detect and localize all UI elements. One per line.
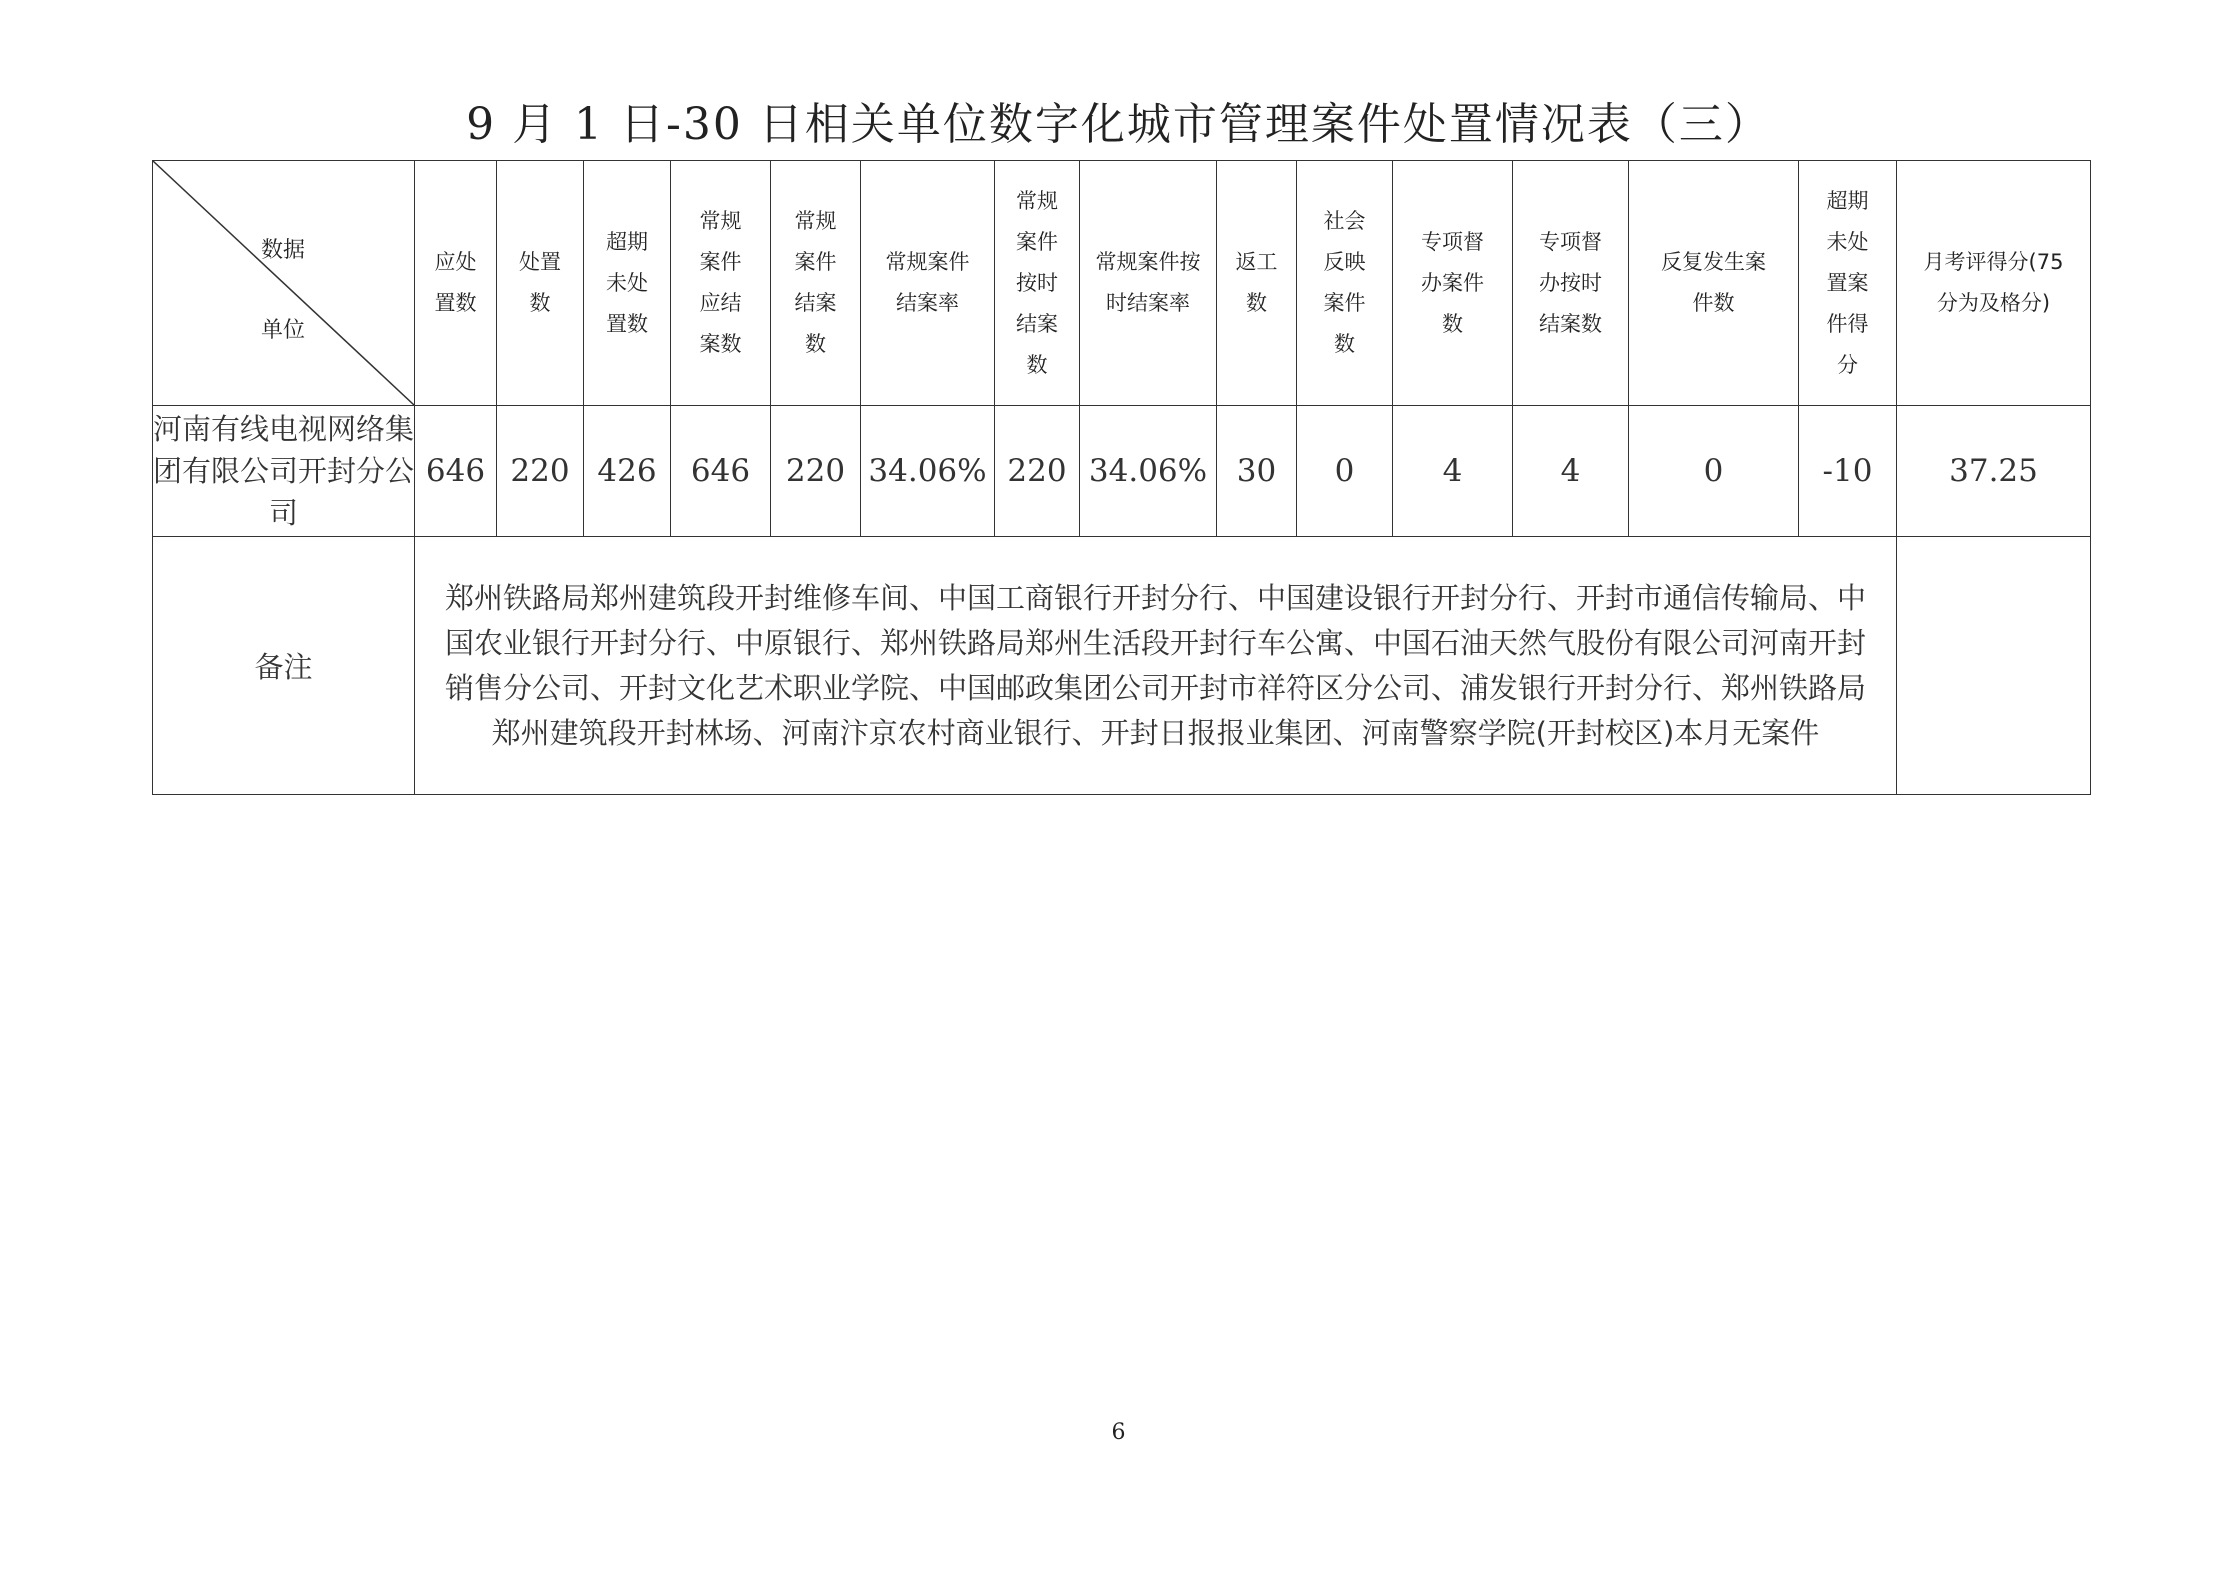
table-row (153, 406, 2091, 537)
diagonal-line (153, 161, 414, 405)
page-title: 9 月 1 日-30 日相关单位数字化城市管理案件处置情况表（三） (466, 99, 1771, 150)
data-cell: 646 (415, 406, 497, 537)
data-cell: 646 (671, 406, 771, 537)
data-cell: 0 (1629, 406, 1799, 537)
column-header: 常规案件按时结案率 (1080, 161, 1217, 406)
column-header: 常规案件按时结案数 (995, 161, 1080, 406)
column-header: 社会反映案件数 (1297, 161, 1393, 406)
unit-name-cell: 河南有线电视网络集团有限公司开封分公司 (153, 406, 415, 537)
column-header: 超期未处置数 (584, 161, 671, 406)
data-cell: 4 (1393, 406, 1513, 537)
data-cell: 220 (497, 406, 584, 537)
corner-unit-label: 单位 (261, 318, 306, 343)
data-cell: 220 (771, 406, 861, 537)
column-header: 常规案件应结案数 (671, 161, 771, 406)
data-cell: 0 (1297, 406, 1393, 537)
column-header: 常规案件结案数 (771, 161, 861, 406)
data-cell: -10 (1799, 406, 1897, 537)
data-cell: 220 (995, 406, 1080, 537)
remark-row (153, 537, 2091, 795)
column-header: 月考评得分(75分为及格分) (1897, 161, 2091, 406)
column-header: 反复发生案件数 (1629, 161, 1799, 406)
column-header: 超期未处置案件得分 (1799, 161, 1897, 406)
column-header: 专项督办案件数 (1393, 161, 1513, 406)
column-header: 应处置数 (415, 161, 497, 406)
column-header: 专项督办按时结案数 (1513, 161, 1629, 406)
data-cell: 34.06% (1080, 406, 1217, 537)
header-row (153, 161, 2091, 406)
data-cell: 30 (1217, 406, 1297, 537)
data-cell: 4 (1513, 406, 1629, 537)
data-cell: 37.25 (1897, 406, 2091, 537)
data-cell: 34.06% (861, 406, 995, 537)
column-header: 处置数 (497, 161, 584, 406)
empty-cell (1897, 537, 2091, 795)
remark-text: 郑州铁路局郑州建筑段开封维修车间、中国工商银行开封分行、中国建设银行开封分行、开封市通信传输局、中国农业银行开封分行、中原银行、郑州铁路局郑州生活段开封行车公寓、中国石油天然气股份有限公司河南开封销售分公司、开封文化艺术职业学院、中国邮政集团公司开封市祥符区分公司、浦发银行开封分行、郑州铁路局郑州建筑段开封林场、河南汴京农村商业银行、开封日报报业集团、河南警察学院(开封校区)本月无案件 (415, 537, 1897, 795)
data-cell: 426 (584, 406, 671, 537)
corner-header-cell (153, 161, 415, 406)
column-header: 返工数 (1217, 161, 1297, 406)
remark-label: 备注 (153, 537, 415, 795)
page-number: 6 (1111, 1420, 1126, 1445)
case-report-table (152, 160, 2091, 795)
corner-data-label: 数据 (261, 238, 306, 263)
column-header: 常规案件结案率 (861, 161, 995, 406)
